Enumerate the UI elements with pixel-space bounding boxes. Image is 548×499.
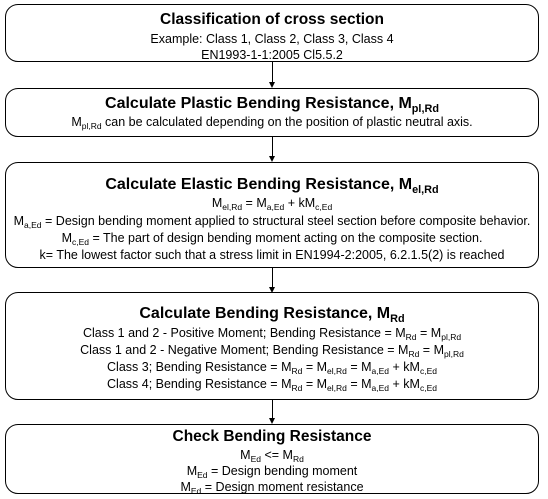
step-classification: [5, 4, 539, 62]
step-text: Class 3; Bending Resistance = $M_{Rd} = M_{el,Rd} = M_{a,Ed} + kM_{c,Ed}$: [107, 360, 437, 377]
step-text: $M_{Ed}$ = Design moment resistance: [180, 479, 364, 496]
flow-arrow: [272, 137, 273, 158]
step-text: $M_{c,Ed}$ = The part of design bending moment acting on the composite section.: [61, 231, 483, 248]
step-text: Class 1 and 2 - Negative Moment; Bending Resistance = $M_{Rd} = M_{pl,Rd}$: [80, 343, 464, 360]
step-text: EN1993-1-1:2005 Cl5.5.2: [201, 47, 343, 62]
step-bending-resistance: [5, 292, 539, 400]
step-text: $M_{a,Ed}$ = Design bending moment applied to structural steel section before composite behavior.: [13, 214, 531, 231]
step-text: Example: Class 1, Class 2, Class 3, Class 4: [150, 31, 394, 46]
flow-arrow: [272, 62, 273, 84]
step-check-resistance: [5, 424, 539, 494]
step-text: Class 4; Bending Resistance = $M_{Rd} = M_{el,Rd} = M_{a,Ed} + kM_{c,Ed}$: [107, 377, 437, 394]
step-title: Check Bending Resistance: [172, 428, 372, 445]
step-equation: $M_{el,Rd} = M_{a,Ed} + kM_{c,Ed}$: [211, 196, 333, 213]
flow-arrow: [272, 400, 273, 420]
step-text: $M_{pl,Rd}$ can be calculated depending on the position of plastic neutral axis.: [71, 115, 473, 132]
step-title: Calculate Elastic Bending Resistance, $M_{el,Rd}$: [105, 176, 439, 196]
step-text: k= The lowest factor such that a stress limit in EN1994-2:2005, 6.2.1.5(2) is reached: [39, 248, 505, 263]
step-text: Class 1 and 2 - Positive Moment; Bending Resistance = $M_{Rd} = M_{pl,Rd}$: [82, 326, 462, 343]
step-text: $M_{Ed}$ = Design bending moment: [186, 463, 358, 480]
step-title: Calculate Bending Resistance, $M_{Rd}$: [139, 305, 405, 325]
step-title: Classification of cross section: [160, 11, 384, 28]
step-elastic-resistance: [5, 162, 539, 268]
flow-arrow: [272, 268, 273, 289]
step-plastic-resistance: [5, 88, 539, 137]
step-text: $M_{Ed} <= M_{Rd}$: [240, 447, 304, 464]
step-title: Calculate Plastic Bending Resistance, $M_{pl,Rd}$: [105, 95, 439, 115]
